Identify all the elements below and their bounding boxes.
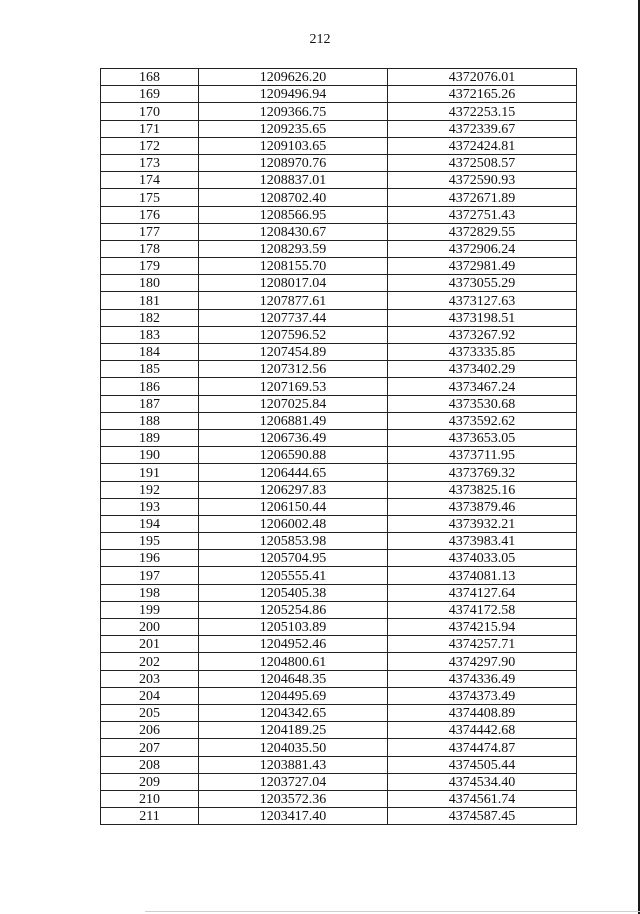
point-number-cell: 204 (101, 687, 199, 704)
x-coordinate-cell: 1205405.38 (199, 584, 388, 601)
table-row (101, 344, 577, 361)
x-coordinate-cell: 1206881.49 (199, 412, 388, 429)
y-coordinate-cell: 4373653.05 (388, 429, 577, 446)
table-row (101, 429, 577, 446)
point-number-cell: 177 (101, 223, 199, 240)
y-coordinate-cell: 4372165.26 (388, 86, 577, 103)
y-coordinate-cell: 4372076.01 (388, 69, 577, 86)
coordinates-table (100, 68, 577, 825)
x-coordinate-cell: 1204648.35 (199, 670, 388, 687)
y-coordinate-cell: 4374127.64 (388, 584, 577, 601)
x-coordinate-cell: 1209103.65 (199, 137, 388, 154)
table-row (101, 447, 577, 464)
y-coordinate-cell: 4373127.63 (388, 292, 577, 309)
x-coordinate-cell: 1207312.56 (199, 361, 388, 378)
x-coordinate-cell: 1209235.65 (199, 120, 388, 137)
point-number-cell: 178 (101, 240, 199, 257)
y-coordinate-cell: 4372508.57 (388, 154, 577, 171)
table-row (101, 258, 577, 275)
table-row (101, 172, 577, 189)
point-number-cell: 211 (101, 808, 199, 825)
point-number-cell: 180 (101, 275, 199, 292)
table-row (101, 722, 577, 739)
y-coordinate-cell: 4374297.90 (388, 653, 577, 670)
point-number-cell: 172 (101, 137, 199, 154)
x-coordinate-cell: 1203727.04 (199, 773, 388, 790)
x-coordinate-cell: 1209366.75 (199, 103, 388, 120)
coordinates-table-body (101, 69, 577, 825)
table-row (101, 515, 577, 532)
x-coordinate-cell: 1207025.84 (199, 395, 388, 412)
table-row (101, 756, 577, 773)
x-coordinate-cell: 1204035.50 (199, 739, 388, 756)
table-row (101, 154, 577, 171)
table-row (101, 790, 577, 807)
y-coordinate-cell: 4373983.41 (388, 533, 577, 550)
y-coordinate-cell: 4372253.15 (388, 103, 577, 120)
table-row (101, 670, 577, 687)
x-coordinate-cell: 1209496.94 (199, 86, 388, 103)
point-number-cell: 194 (101, 515, 199, 532)
y-coordinate-cell: 4374534.40 (388, 773, 577, 790)
x-coordinate-cell: 1204800.61 (199, 653, 388, 670)
point-number-cell: 206 (101, 722, 199, 739)
point-number-cell: 210 (101, 790, 199, 807)
point-number-cell: 207 (101, 739, 199, 756)
table-row (101, 240, 577, 257)
table-row (101, 206, 577, 223)
y-coordinate-cell: 4373267.92 (388, 326, 577, 343)
x-coordinate-cell: 1209626.20 (199, 69, 388, 86)
table-row (101, 120, 577, 137)
x-coordinate-cell: 1206002.48 (199, 515, 388, 532)
point-number-cell: 179 (101, 258, 199, 275)
point-number-cell: 181 (101, 292, 199, 309)
table-row (101, 739, 577, 756)
point-number-cell: 176 (101, 206, 199, 223)
table-row (101, 601, 577, 618)
y-coordinate-cell: 4374442.68 (388, 722, 577, 739)
point-number-cell: 203 (101, 670, 199, 687)
x-coordinate-cell: 1208430.67 (199, 223, 388, 240)
y-coordinate-cell: 4372981.49 (388, 258, 577, 275)
x-coordinate-cell: 1206297.83 (199, 481, 388, 498)
y-coordinate-cell: 4372671.89 (388, 189, 577, 206)
y-coordinate-cell: 4373530.68 (388, 395, 577, 412)
point-number-cell: 186 (101, 378, 199, 395)
x-coordinate-cell: 1204952.46 (199, 636, 388, 653)
x-coordinate-cell: 1206444.65 (199, 464, 388, 481)
point-number-cell: 185 (101, 361, 199, 378)
table-row (101, 498, 577, 515)
point-number-cell: 188 (101, 412, 199, 429)
x-coordinate-cell: 1204189.25 (199, 722, 388, 739)
y-coordinate-cell: 4372339.67 (388, 120, 577, 137)
table-row (101, 687, 577, 704)
point-number-cell: 201 (101, 636, 199, 653)
y-coordinate-cell: 4372424.81 (388, 137, 577, 154)
y-coordinate-cell: 4374336.49 (388, 670, 577, 687)
table-row (101, 292, 577, 309)
scan-bottom-line (145, 911, 640, 912)
x-coordinate-cell: 1207877.61 (199, 292, 388, 309)
y-coordinate-cell: 4374587.45 (388, 808, 577, 825)
y-coordinate-cell: 4373198.51 (388, 309, 577, 326)
y-coordinate-cell: 4374505.44 (388, 756, 577, 773)
x-coordinate-cell: 1207454.89 (199, 344, 388, 361)
point-number-cell: 168 (101, 69, 199, 86)
table-row (101, 412, 577, 429)
x-coordinate-cell: 1206736.49 (199, 429, 388, 446)
y-coordinate-cell: 4374373.49 (388, 687, 577, 704)
table-row (101, 361, 577, 378)
y-coordinate-cell: 4372906.24 (388, 240, 577, 257)
y-coordinate-cell: 4374561.74 (388, 790, 577, 807)
y-coordinate-cell: 4373769.32 (388, 464, 577, 481)
table-row (101, 86, 577, 103)
table-row (101, 533, 577, 550)
point-number-cell: 198 (101, 584, 199, 601)
point-number-cell: 195 (101, 533, 199, 550)
table-row (101, 137, 577, 154)
point-number-cell: 169 (101, 86, 199, 103)
x-coordinate-cell: 1205103.89 (199, 619, 388, 636)
x-coordinate-cell: 1205254.86 (199, 601, 388, 618)
table-row (101, 275, 577, 292)
x-coordinate-cell: 1207737.44 (199, 309, 388, 326)
point-number-cell: 196 (101, 550, 199, 567)
point-number-cell: 199 (101, 601, 199, 618)
table-row (101, 69, 577, 86)
y-coordinate-cell: 4372751.43 (388, 206, 577, 223)
y-coordinate-cell: 4373335.85 (388, 344, 577, 361)
x-coordinate-cell: 1207169.53 (199, 378, 388, 395)
point-number-cell: 200 (101, 619, 199, 636)
table-row (101, 223, 577, 240)
y-coordinate-cell: 4373467.24 (388, 378, 577, 395)
table-row (101, 567, 577, 584)
table-row (101, 704, 577, 721)
x-coordinate-cell: 1208293.59 (199, 240, 388, 257)
page-number: 212 (309, 32, 331, 47)
point-number-cell: 190 (101, 447, 199, 464)
point-number-cell: 191 (101, 464, 199, 481)
table-row (101, 636, 577, 653)
point-number-cell: 184 (101, 344, 199, 361)
y-coordinate-cell: 4373879.46 (388, 498, 577, 515)
table-row (101, 189, 577, 206)
y-coordinate-cell: 4373932.21 (388, 515, 577, 532)
y-coordinate-cell: 4374172.58 (388, 601, 577, 618)
table-row (101, 619, 577, 636)
y-coordinate-cell: 4373592.62 (388, 412, 577, 429)
table-row (101, 464, 577, 481)
table-row (101, 808, 577, 825)
x-coordinate-cell: 1205853.98 (199, 533, 388, 550)
x-coordinate-cell: 1208702.40 (199, 189, 388, 206)
y-coordinate-cell: 4372829.55 (388, 223, 577, 240)
x-coordinate-cell: 1207596.52 (199, 326, 388, 343)
point-number-cell: 209 (101, 773, 199, 790)
x-coordinate-cell: 1208017.04 (199, 275, 388, 292)
x-coordinate-cell: 1208837.01 (199, 172, 388, 189)
y-coordinate-cell: 4372590.93 (388, 172, 577, 189)
y-coordinate-cell: 4374408.89 (388, 704, 577, 721)
table-row (101, 773, 577, 790)
y-coordinate-cell: 4374215.94 (388, 619, 577, 636)
table-row (101, 481, 577, 498)
y-coordinate-cell: 4373055.29 (388, 275, 577, 292)
x-coordinate-cell: 1205555.41 (199, 567, 388, 584)
point-number-cell: 205 (101, 704, 199, 721)
table-row (101, 550, 577, 567)
x-coordinate-cell: 1206150.44 (199, 498, 388, 515)
x-coordinate-cell: 1205704.95 (199, 550, 388, 567)
x-coordinate-cell: 1203881.43 (199, 756, 388, 773)
x-coordinate-cell: 1204342.65 (199, 704, 388, 721)
y-coordinate-cell: 4373825.16 (388, 481, 577, 498)
table-row (101, 653, 577, 670)
y-coordinate-cell: 4374033.05 (388, 550, 577, 567)
table-row (101, 309, 577, 326)
x-coordinate-cell: 1208155.70 (199, 258, 388, 275)
y-coordinate-cell: 4374474.87 (388, 739, 577, 756)
table-row (101, 103, 577, 120)
table-row (101, 584, 577, 601)
table-row (101, 395, 577, 412)
x-coordinate-cell: 1204495.69 (199, 687, 388, 704)
point-number-cell: 182 (101, 309, 199, 326)
x-coordinate-cell: 1203417.40 (199, 808, 388, 825)
point-number-cell: 192 (101, 481, 199, 498)
point-number-cell: 208 (101, 756, 199, 773)
point-number-cell: 173 (101, 154, 199, 171)
point-number-cell: 183 (101, 326, 199, 343)
x-coordinate-cell: 1208566.95 (199, 206, 388, 223)
y-coordinate-cell: 4373711.95 (388, 447, 577, 464)
x-coordinate-cell: 1206590.88 (199, 447, 388, 464)
point-number-cell: 202 (101, 653, 199, 670)
x-coordinate-cell: 1208970.76 (199, 154, 388, 171)
point-number-cell: 170 (101, 103, 199, 120)
y-coordinate-cell: 4373402.29 (388, 361, 577, 378)
point-number-cell: 175 (101, 189, 199, 206)
point-number-cell: 189 (101, 429, 199, 446)
table-row (101, 326, 577, 343)
point-number-cell: 171 (101, 120, 199, 137)
table-row (101, 378, 577, 395)
y-coordinate-cell: 4374081.13 (388, 567, 577, 584)
point-number-cell: 193 (101, 498, 199, 515)
point-number-cell: 174 (101, 172, 199, 189)
x-coordinate-cell: 1203572.36 (199, 790, 388, 807)
y-coordinate-cell: 4374257.71 (388, 636, 577, 653)
point-number-cell: 187 (101, 395, 199, 412)
point-number-cell: 197 (101, 567, 199, 584)
